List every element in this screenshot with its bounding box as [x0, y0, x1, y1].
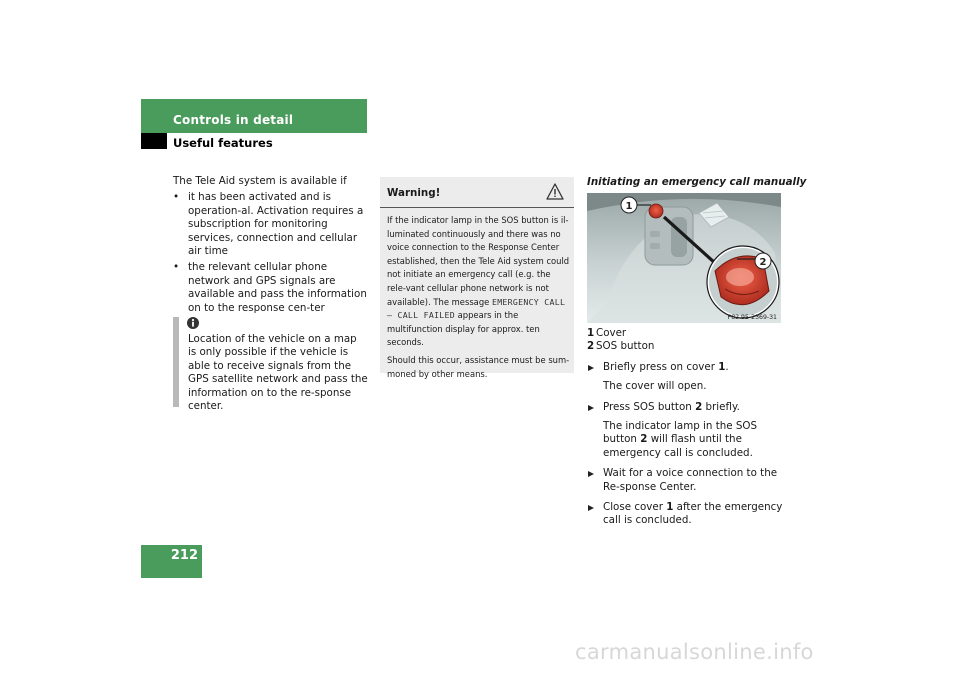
bullet-icon: •: [173, 261, 180, 274]
section-title: Controls in detail: [173, 113, 294, 127]
callout-1-label: 1: [625, 201, 633, 212]
callout-2-icon: [755, 253, 771, 269]
step-item: Close cover 1 after the emergency call is concluded.: [587, 501, 785, 528]
list-item: • the relevant cellular phone network and GPS signals are available and pass the information on to the response cen-ter: [173, 261, 367, 314]
step-arrow-icon: [588, 365, 594, 371]
subsection-title: Useful features: [173, 136, 273, 150]
procedure-title: Initiating an emergency call manually: [587, 176, 807, 188]
info-icon: [187, 317, 199, 329]
sos-button-photo: [587, 193, 781, 323]
display-message: EMERGENCY CALL – CALL FAILED: [387, 296, 566, 321]
availability-text: [173, 175, 369, 315]
legend-item: 2 SOS button: [587, 340, 655, 353]
step-item: Briefly press on cover 1. The cover will open.: [587, 361, 785, 394]
note-bar: [173, 317, 179, 407]
legend-item: 1 Cover: [587, 327, 627, 339]
procedure-text: [587, 327, 785, 528]
warning-title: Warning!: [387, 187, 441, 199]
step-arrow-icon: [588, 505, 594, 511]
step-item: Wait for a voice connection to the Re-sponse Center.: [587, 467, 785, 494]
warning-header: [380, 177, 574, 208]
warning-triangle-icon: [546, 183, 564, 200]
callout-2-label: 2: [759, 257, 767, 268]
note-text: Location of the vehicle on a map is only possible if the vehicle is able to receive signals from the GPS satellite network and pass the information on to the re-sponse center.: [188, 333, 368, 413]
subsection-marker: [141, 133, 167, 149]
availability-list: [173, 191, 369, 315]
info-note: [173, 317, 369, 413]
overhead-panel-illustration: [587, 193, 781, 323]
step-arrow-icon: [588, 471, 594, 477]
figure-code: P82.95-2369-31: [727, 314, 777, 321]
page-number: 212: [170, 548, 198, 563]
list-item: • it has been activated and is operation-al. Activation requires a subscription for monitoring services, connection and cellular air time: [173, 191, 364, 258]
step-arrow-icon: [588, 405, 594, 411]
watermark: carmanualsonline.info: [575, 640, 814, 664]
intro-text: The Tele Aid system is available if: [173, 175, 347, 187]
callout-1-icon: [621, 197, 637, 213]
warning-paragraph: If the indicator lamp in the SOS button is il-luminated continuously and there was no voice connection to the Response Center established, then the Tele Aid system could not initiate an emergency call (e.g. the rele-vant cellular phone network is not available). The message EMERGENCY CALL – CALL FAILED appears in the multifunction display for approx. ten seconds.: [387, 215, 570, 348]
step-item: Press SOS button 2 briefly. The indicator lamp in the SOS button 2 will flash until the emergency call is concluded.: [587, 401, 785, 461]
warning-body: [387, 214, 571, 381]
warning-paragraph: Should this occur, assistance must be sum-moned by other means.: [387, 354, 570, 379]
warning-box: [380, 177, 574, 379]
bullet-icon: •: [173, 191, 180, 204]
